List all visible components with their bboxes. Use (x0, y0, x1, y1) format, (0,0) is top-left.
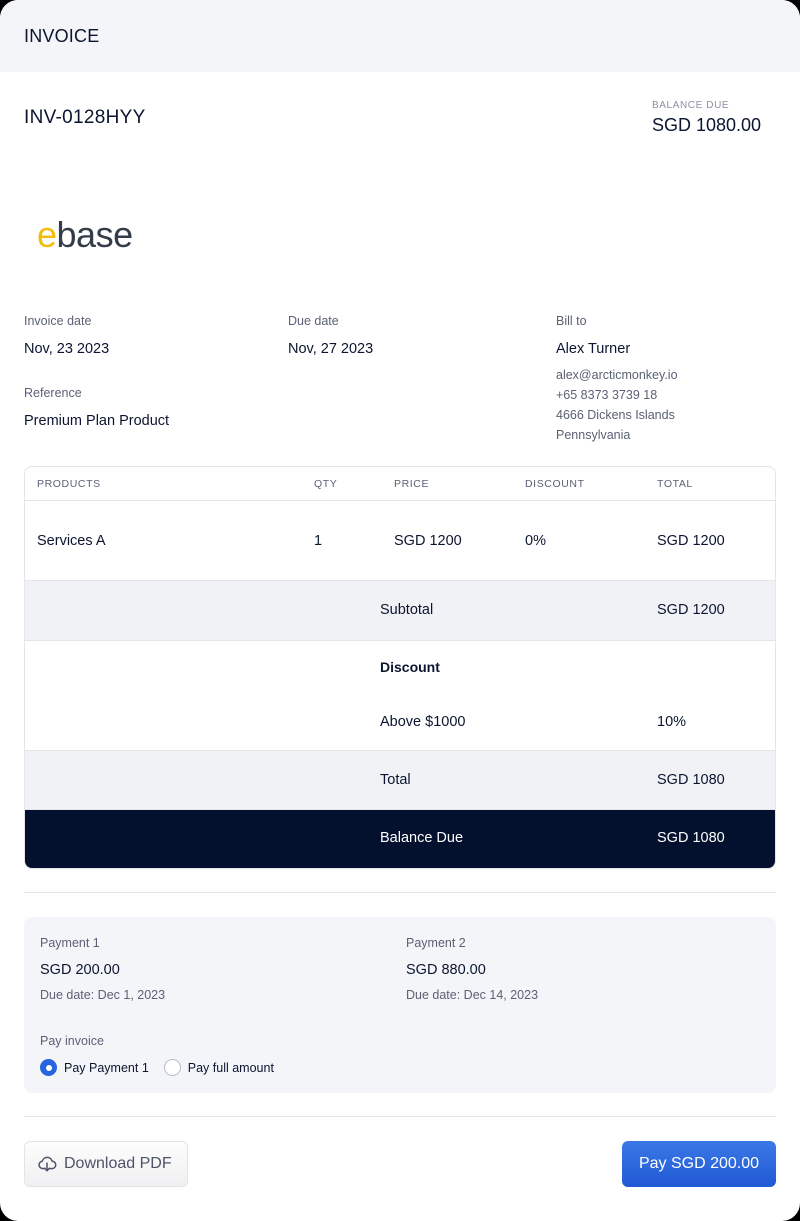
due-date-value: Nov, 27 2023 (288, 341, 374, 357)
subtotal-value: SGD 1200 (657, 602, 725, 618)
payment-schedule (24, 917, 776, 1093)
pay-button[interactable]: Pay SGD 200.00 (622, 1141, 776, 1187)
invoice-date-block (24, 314, 109, 357)
radio-pay-full-amount-label[interactable]: Pay full amount (187, 1060, 274, 1075)
cell-price: SGD 1200 (394, 532, 462, 549)
reference-value: Premium Plan Product (24, 413, 170, 429)
payment-1-due-date: Due date: Dec 1, 2023 (40, 988, 166, 1002)
logo-text: base (56, 214, 133, 255)
payment-1-label: Payment 1 (40, 936, 100, 950)
discount-rule-label: Above $1000 (380, 714, 466, 730)
divider (24, 892, 776, 893)
discount-rule-value: 10% (657, 714, 687, 730)
pay-invoice-label: Pay invoice (40, 1034, 104, 1048)
bill-to-address-line2: Pennsylvania (556, 428, 631, 442)
invoice-date-label: Invoice date (24, 314, 92, 328)
reference-block (24, 386, 169, 429)
subtotal-row (25, 581, 775, 641)
download-pdf-label: Download PDF (64, 1155, 172, 1172)
cell-total: SGD 1200 (657, 532, 725, 549)
balance-due-summary (652, 100, 761, 136)
payment-2 (406, 936, 538, 1002)
total-row (25, 751, 775, 810)
cloud-download-icon (37, 1154, 57, 1174)
balance-due-row-value: SGD 1080 (657, 830, 725, 846)
payment-2-label: Payment 2 (406, 936, 466, 950)
payment-1-amount: SGD 200.00 (40, 962, 120, 978)
bill-to-email: alex@arcticmonkey.io (556, 368, 678, 382)
bill-to-block (556, 314, 678, 445)
payment-1 (40, 936, 165, 1002)
column-header-qty: QTY (314, 477, 338, 490)
invoice-date-value: Nov, 23 2023 (24, 341, 110, 357)
discount-section (25, 641, 775, 751)
payment-2-amount: SGD 880.00 (406, 962, 486, 978)
radio-pay-payment-1[interactable] (40, 1059, 57, 1076)
cell-discount: 0% (525, 532, 546, 549)
balance-due-value: SGD 1080.00 (652, 115, 762, 135)
column-header-price: PRICE (394, 477, 430, 490)
invoice-number: INV-0128HYY (24, 107, 146, 128)
table-row (25, 501, 775, 581)
pay-option-group (40, 1059, 289, 1076)
column-header-discount: DISCOUNT (525, 477, 585, 490)
top-bar (0, 0, 800, 72)
balance-due-label: BALANCE DUE (652, 100, 730, 111)
payment-2-due-date: Due date: Dec 14, 2023 (406, 988, 539, 1002)
column-header-products: PRODUCTS (37, 477, 101, 490)
balance-due-row (25, 810, 775, 868)
radio-pay-full-amount[interactable] (164, 1059, 181, 1076)
total-value: SGD 1080 (657, 772, 725, 788)
cell-qty: 1 (314, 532, 323, 549)
table-header (25, 467, 775, 501)
radio-pay-payment-1-label[interactable]: Pay Payment 1 (64, 1060, 149, 1075)
column-header-total: TOTAL (657, 477, 693, 490)
balance-due-row-label: Balance Due (380, 830, 464, 846)
total-label: Total (380, 772, 411, 788)
bill-to-phone: +65 8373 3739 18 (556, 388, 658, 402)
due-date-block (288, 314, 373, 357)
page-title: INVOICE (24, 25, 100, 46)
cell-product: Services A (37, 532, 106, 549)
discount-heading: Discount (380, 659, 440, 675)
company-logo (37, 214, 133, 256)
download-pdf-button[interactable] (24, 1141, 188, 1187)
bill-to-address-line1: 4666 Dickens Islands (556, 408, 675, 422)
divider (24, 1116, 776, 1117)
reference-label: Reference (24, 386, 82, 400)
logo-accent: e (37, 214, 57, 255)
bill-to-label: Bill to (556, 314, 587, 328)
invoice-header (0, 72, 800, 192)
bill-to-name: Alex Turner (556, 341, 631, 357)
due-date-label: Due date (288, 314, 339, 328)
line-items-table (24, 466, 776, 869)
subtotal-label: Subtotal (380, 602, 434, 618)
